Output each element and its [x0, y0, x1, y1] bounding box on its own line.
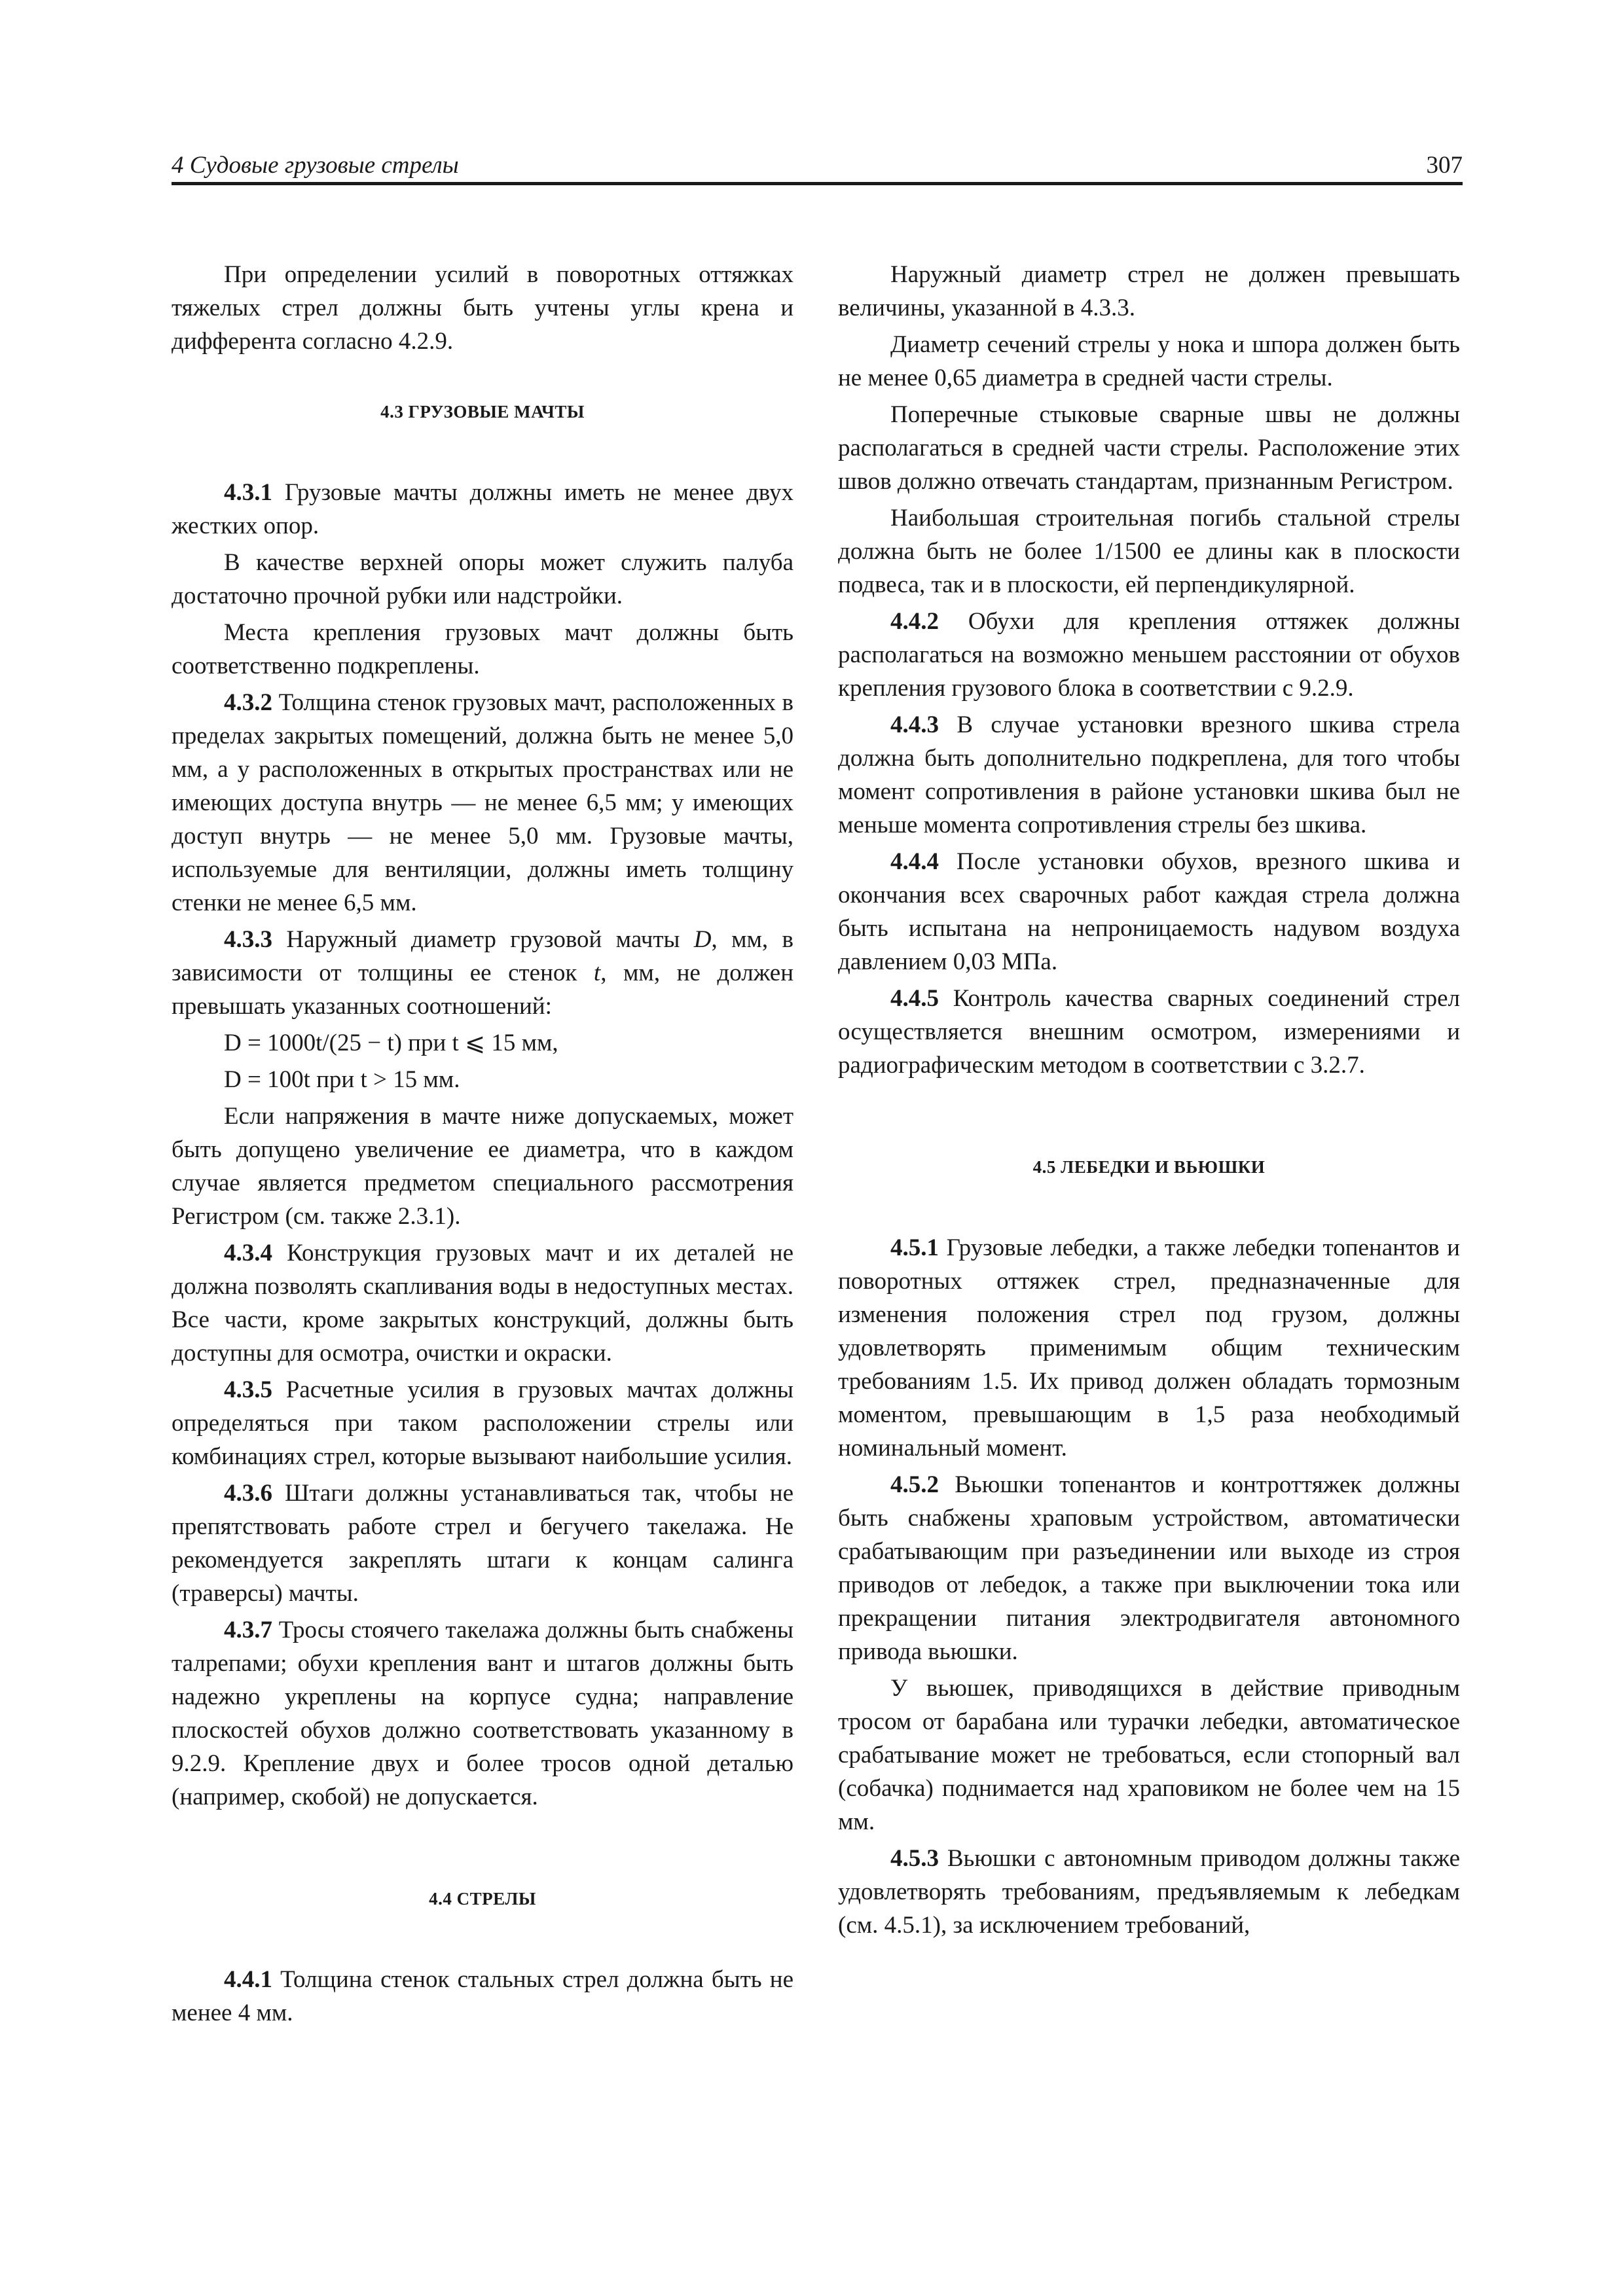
paragraph-intro: При определении усилий в поворотных оттяжках тяжелых стрел должны быть учтены углы крена и дифферента согласно 4.2.9.: [172, 261, 793, 355]
clause-number: 4.4.1: [224, 1966, 272, 1993]
left-column: [172, 258, 793, 2033]
clause-number: 4.3.4: [224, 1240, 272, 1266]
section-heading-4-4: 4.4 СТРЕЛЫ: [429, 1889, 536, 1909]
running-header: [172, 143, 1463, 185]
clause-4-3-1: [172, 476, 793, 543]
clause-4-4-2: [838, 605, 1460, 705]
formula-1: D = 1000t/(25 − t) при t ⩽ 15 мм,: [224, 1030, 558, 1056]
clause-text: Расчетные усилия в грузовых мачтах должны определяться при таком расположении стрелы или комбинациях стрел, которые вызывают наибольшие усилия.: [172, 1376, 793, 1470]
page-number: 307: [1426, 152, 1463, 179]
clause-number: 4.3.6: [224, 1480, 272, 1507]
variable-d: D: [693, 926, 712, 953]
clause-text: В случае установки врезного шкива стрела должна быть дополнительно подкреплена, для того чтобы момент сопротивления в районе установки шкива был не меньше момента сопротивления стрелы без шкива.: [838, 711, 1460, 838]
variable-t: t: [593, 960, 601, 986]
clause-text: Наружный диаметр грузовой мачты: [272, 926, 694, 953]
paragraph: Наружный диаметр стрел не должен превышать величины, указанной в 4.3.3.: [838, 261, 1460, 321]
clause-4-3-3: [172, 923, 793, 1023]
clause-text: Контроль качества сварных соединений стрел осуществляется внешним осмотром, измерениями и радиографическим методом в соответствии с 3.2.7.: [838, 985, 1460, 1079]
clause-4-5-3: [838, 1842, 1460, 1942]
clause-text: Штаги должны устанавливаться так, чтобы не препятствовать работе стрел и бегучего такелажа. Не рекомендуется закреплять штаги к концам салинга (траверсы) мачты.: [172, 1480, 793, 1607]
clause-text: Толщина стенок стальных стрел должна быть не менее 4 мм.: [172, 1966, 793, 2026]
clause-number: 4.5.3: [890, 1845, 939, 1872]
chapter-title: 4 Судовые грузовые стрелы: [172, 152, 459, 179]
paragraph: У вьюшек, приводящихся в действие приводным тросом от барабана или турачки лебедки, автоматическое срабатывание может не требоваться, если стопорный вал (собачка) поднимается над храповиком не более чем на 15 мм.: [838, 1675, 1460, 1835]
clause-text: Вьюшки топенантов и контроттяжек должны быть снабжены храповым устройством, автоматически срабатывающим при разъединении или выходе из строя приводов от лебедок, а также при выключении тока или прекращении питания электродвигателя автономного привода вьюшки.: [838, 1471, 1460, 1665]
clause-number: 4.3.2: [224, 689, 272, 716]
clause-number: 4.4.4: [890, 848, 939, 875]
clause-4-3-7: [172, 1613, 793, 1814]
clause-4-3-5: [172, 1373, 793, 1473]
clause-text: Тросы стоячего такелажа должны быть снабжены талрепами; обухи крепления вант и штагов должны быть надежно укреплены на корпусе судна; направление плоскостей обухов должно соответствовать указанному в 9.2.9. Крепление двух и более тросов одной деталью (например, скобой) не допускается.: [172, 1617, 793, 1810]
paragraph: Наибольшая строительная погибь стальной стрелы должна быть не более 1/1500 ее длины как в плоскости подвеса, так и в плоскости, ей перпендикулярной.: [838, 505, 1460, 598]
clause-4-5-1: [838, 1231, 1460, 1465]
clause-number: 4.4.5: [890, 985, 939, 1012]
section-heading-4-3: 4.3 ГРУЗОВЫЕ МАЧТЫ: [380, 402, 585, 422]
paragraph: Поперечные стыковые сварные швы не должны располагаться в средней части стрелы. Расположение этих швов должно отвечать стандартам, признанным Регистром.: [838, 401, 1460, 495]
paragraph: Если напряжения в мачте ниже допускаемых, может быть допущено увеличение ее диаметра, что в каждом случае является предметом специального рассмотрения Регистром (см. также 2.3.1).: [172, 1103, 793, 1230]
clause-text: Обухи для крепления оттяжек должны располагаться на возможно меньшем расстоянии от обухов крепления грузового блока в соответствии с 9.2.9.: [838, 608, 1460, 702]
clause-4-3-2: [172, 686, 793, 920]
formula-2: D = 100t при t > 15 мм.: [224, 1066, 460, 1093]
clause-text: Грузовые мачты должны иметь не менее двух жестких опор.: [172, 479, 793, 539]
clause-4-3-6: [172, 1477, 793, 1610]
clause-number: 4.5.2: [890, 1471, 939, 1498]
clause-4-3-4: [172, 1236, 793, 1370]
clause-text: , мм, не должен превышать указанных соотношений:: [172, 960, 793, 1020]
clause-number: 4.5.1: [890, 1234, 939, 1261]
clause-number: 4.4.3: [890, 711, 939, 738]
clause-4-5-2: [838, 1468, 1460, 1668]
clause-number: 4.3.5: [224, 1376, 272, 1403]
clause-number: 4.3.1: [224, 479, 272, 506]
clause-number: 4.3.3: [224, 926, 272, 953]
clause-4-4-5: [838, 982, 1460, 1082]
clause-4-4-3: [838, 708, 1460, 842]
clause-4-4-4: [838, 845, 1460, 978]
paragraph: В качестве верхней опоры может служить палуба достаточно прочной рубки или надстройки.: [172, 549, 793, 609]
paragraph: Диаметр сечений стрелы у нока и шпора должен быть не менее 0,65 диаметра в средней части стрелы.: [838, 331, 1460, 391]
clause-text: Грузовые лебедки, а также лебедки топенантов и поворотных оттяжек стрел, предназначенные для изменения положения стрел под грузом, должны удовлетворять применимым общим техническим требованиям 1.5. Их привод должен обладать тормозным моментом, превышающим в 1,5 раза необходимый номинальный момент.: [838, 1234, 1460, 1462]
clause-number: 4.4.2: [890, 608, 939, 635]
right-column: [838, 258, 1460, 1945]
clause-text: Толщина стенок грузовых мачт, расположенных в пределах закрытых помещений, должна быть не менее 5,0 мм, а у расположенных в открытых пространствах или не имеющих доступа внутрь — не менее 6,5 мм; у имеющих доступ внутрь — не менее 5,0 мм. Грузовые мачты, используемые для вентиляции, должны иметь толщину стенки не менее 6,5 мм.: [172, 689, 793, 916]
clause-text: После установки обухов, врезного шкива и окончания всех сварочных работ каждая стрела должна быть испытана на непроницаемость надувом воздуха давлением 0,03 МПа.: [838, 848, 1460, 975]
clause-4-4-1: [172, 1963, 793, 2030]
section-heading-4-5: 4.5 ЛЕБЕДКИ И ВЬЮШКИ: [1032, 1157, 1266, 1177]
paragraph: Места крепления грузовых мачт должны быть соответственно подкреплены.: [172, 619, 793, 679]
clause-text: , мм, в зависимости от толщины ее стенок: [172, 926, 793, 986]
clause-number: 4.3.7: [224, 1617, 272, 1643]
clause-text: Вьюшки с автономным приводом должны также удовлетворять требованиям, предъявляемым к лебедкам (см. 4.5.1), за исключением требований,: [838, 1845, 1460, 1939]
clause-text: Конструкция грузовых мачт и их деталей не должна позволять скапливания воды в недоступных местах. Все части, кроме закрытых конструкций, должны быть доступны для осмотра, очистки и окраски.: [172, 1240, 793, 1367]
